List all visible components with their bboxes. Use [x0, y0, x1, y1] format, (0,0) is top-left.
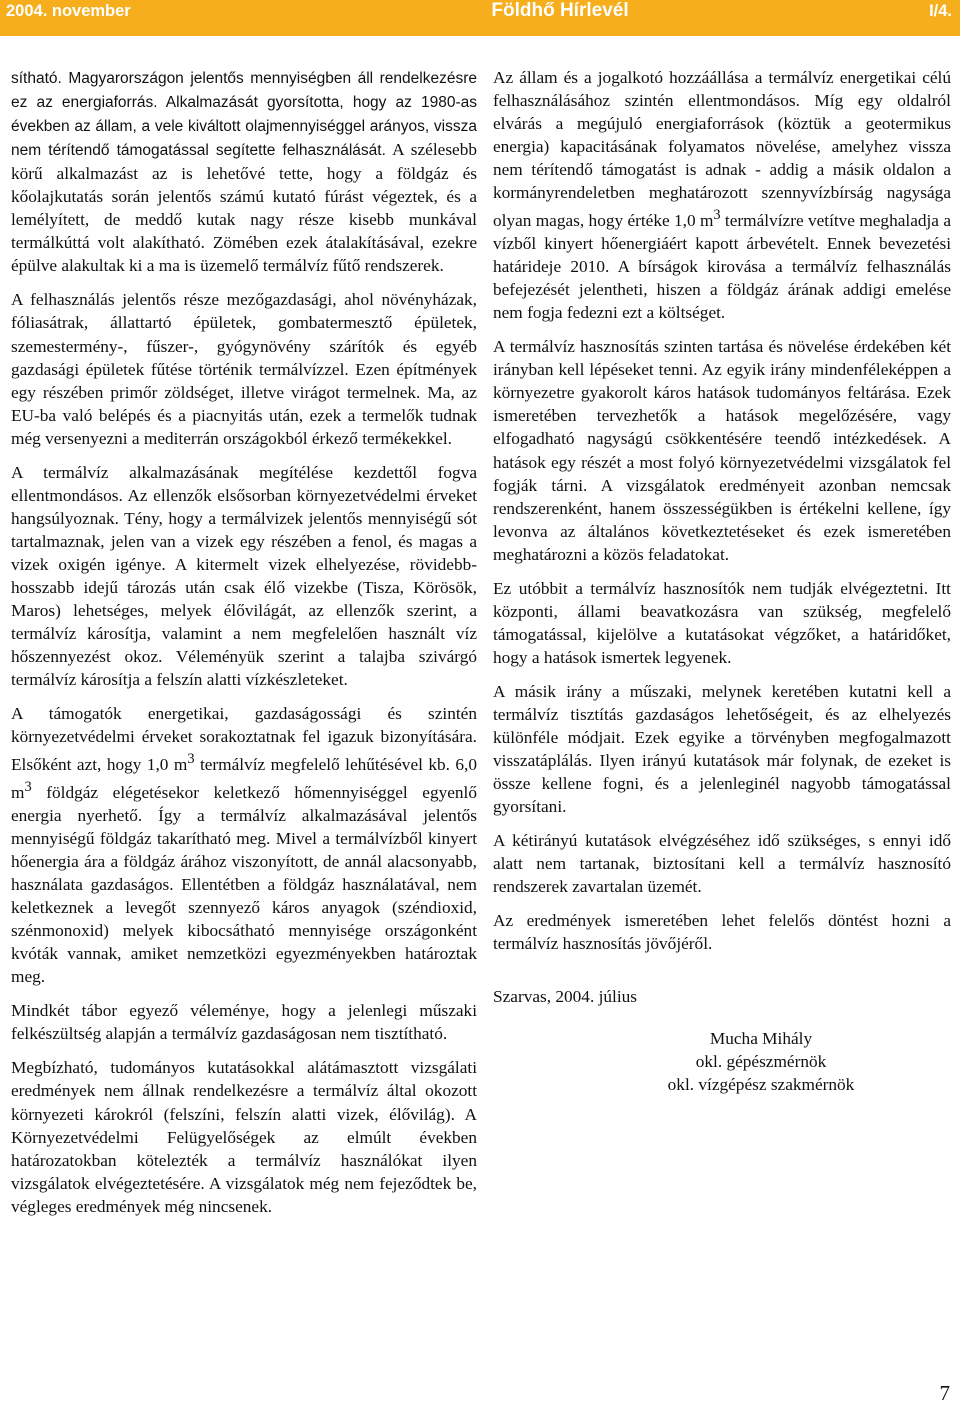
paragraph-text: termálvízre vetítve meghaladja a vízből kinyert hőenergiáért kapott árbevételt. Ennek bevezetési határideje 2010. A bírságok kirovása a termálvíz felhasználás befejezését jelentheti, hiszen a földgáz árának addigi emelése nem fogja fedezni ezt a költséget.: [493, 211, 951, 323]
paragraph: Az eredmények ismeretében lehet felelős döntést hozni a termálvíz hasznosítás jövőjéről.: [493, 911, 951, 954]
paragraph: A kétirányú kutatások elvégzéséhez idő szükséges, s ennyi idő alatt nem tartanak, biztosítani kell a termálvíz hasznosító rendszerek zavartalan üzemét.: [493, 831, 951, 897]
paragraph-text: földgáz elégetésekor keletkező hőmennyiséggel egyenlő energia nyerhető. Így a termálvíz alkalmazásával jelentős mennyiségű földgáz takarítható meg. Mivel a termálvízből kinyert hőenergia ára a földgáz árához viszonyított, de annál alacsonyabb, használata gazdaságos. Ellentétben a földgáz használatával, nem keletkeznek a levegőt szennyező káros anyagok (széndioxid, szénmonoxid) melyek kibocsátható mennyisége országonként kvóták vannak, amiket nemzetközi egyezményekben határoztak meg.: [11, 782, 477, 987]
issue-number: I/4.: [929, 2, 952, 20]
newsletter-title: Földhő Hírlevél: [491, 0, 629, 21]
issue-date: 2004. november: [6, 2, 131, 20]
paragraph: Ez utóbbit a termálvíz hasznosítók nem tudják elvégeztetni. Itt központi, állami beavatkozásra van szükség, megfelelő támogatással, kijelölve a kutatásokat végzőket, a határidőket, hogy a hatások ismertek legyenek.: [493, 578, 951, 667]
paragraph: [493, 66, 951, 324]
paragraph: Megbízható, tudományos kutatásokkal alátámasztott vizsgálati eredmények nem állnak rendelkezésre a termálvíz által okozott környezeti károkról (felszíni, felszín alatti vizek, élővilág). A Környezetvédelmi Felügyelőségek az elmúlt években határozatokban kötelezték a termálvíz használókat ilyen vizsgálatok elvégeztetésére. A vizsgálatok még nem fejeződtek be, végleges eredmények még nincsenek.: [11, 1058, 477, 1216]
page-number: 7: [939, 1381, 950, 1405]
signature-block: [493, 1027, 951, 1096]
paragraph-text: A támogatók energetikai, gazdaságossági és szintén környezetvédelmi érveket sorakoztatnak fel igazuk bizonyítására. Elsőként azt, hogy 1,0 m: [11, 704, 477, 775]
paragraph-text: Az állam és a jogalkotó hozzáállása a termálvíz energetikai célú felhasználásához szintén ellentmondásos. Míg egy oldalról elvárás a megújuló energiaforrások (köztük a geotermikus energia) kapacitásának folyamatos növelése, amelyhez vissza nem térítendő támogatást is adnak - addig a másik oldalon a kormányrendeletben meghatározott szennyvízbírság nagysága olyan magas, hogy értéke 1,0 m: [493, 68, 951, 231]
right-column: [493, 66, 951, 1096]
paragraph: A termálvíz hasznosítás szinten tartása és növelése érdekében két irányban kell lépéseket tenni. Az egyik irány mindenféleképpen a környezetre gyakorolt káros hatások tudományos feltárása. Ezek ismeretében tervezhetők a hatások megelőzésére, vagy elfogadható nagyságú csökkentésére teendő intézkedések. A hatások egy részét a most folyó környezetvédelmi vizsgálatok fel fogják tárni. A vizsgálatok eredményeit azonban nemcsak rendszerenként, hanem összességükben is értékelni kellene, így levonva az általános következtetéseket és ezek ismeretében meghatározni a közös feladatokat.: [493, 337, 951, 564]
paragraph: [11, 66, 477, 277]
paragraph: A termálvíz alkalmazásának megítélése kezdettől fogva ellentmondásos. Az ellenzők elsősorban környezetvédelmi érveket hangsúlyoznak. Tény, hogy a termálvizek jelentős mennyiségű sót tartalmaznak, jelen van a vizek egy részében a fenol, és magas a vizek oxigén igénye. A kitermelt vizek elhelyezése, rövidebb-hosszabb idejű tározás után csak élő vizekbe (Tisza, Körösök, Maros) lehetséges, melyek élővilágát, az ellenzők szerint, a termálvíz károsítja, valamint a nem megfelelően használt víz hőszennyezést okoz. Véleményük szerint a talajba szivárgó termálvíz károsítja a felszín alatti vízkészleteket.: [11, 462, 477, 690]
paragraph-lead: sítható. Magyarországon jelentős mennyiségben áll rendelkezésre ez az energiaforrás. Alkalmazását gyorsította, hogy az 1980-as években az állam, a vele kiváltott olajmennyiséggel arányos, vissza nem térítendő támogatással segítette felhasználását.: [11, 70, 477, 160]
paragraph-text: termálvíz megfelelő lehűtésével kb. 6,0 m: [11, 755, 477, 802]
superscript: 3: [24, 779, 32, 796]
superscript: 3: [713, 207, 721, 224]
place-date: Szarvas, 2004. július: [493, 987, 637, 1007]
header-bar: [0, 0, 960, 36]
left-column: [11, 66, 477, 1229]
superscript: 3: [187, 751, 195, 768]
paragraph: A felhasználás jelentős része mezőgazdasági, ahol növényházak, fóliasátrak, állattartó épületek, gombatermesztő épületek, szemestermény-, fűszer-, gyógynövény szárítók és egyéb gazdasági épületek fűtése történik termálvízzel. Ezen építmények egy részében primőr zöldséget, illetve virágot termelnek. Ma, az EU-ba való belépés és a piacnyitás után, ezek a termelők tudnak még versenyezni a mediterrán országokból érkező termékekkel.: [11, 290, 477, 448]
author-name: Mucha Mihály: [709, 1028, 813, 1048]
paragraph: Mindkét tábor egyező véleménye, hogy a jelenlegi műszaki felkészültség alapján a termálvíz gazdaságosan nem tisztítható.: [11, 1001, 477, 1044]
paragraph: [11, 702, 477, 988]
author-title: okl. gépészmérnök: [695, 1051, 827, 1071]
paragraph: A másik irány a műszaki, melynek keretében kutatni kell a termálvíz tisztítás gazdaságos lehetőségeit, és az elhelyezés különféle módjait. Ezek egyike a törvényben megfogalmazott visszatáplálás. Ilyen irányú kutatások már folynak, de ezeket is össze kellene fogni, és a jelenleginél nagyobb támogatással gyorsítani.: [493, 681, 951, 817]
author-title: okl. vízgépész szakmérnök: [667, 1074, 855, 1094]
paragraph-text: A szélesebb körű alkalmazást az is lehetővé tette, hogy a földgáz és kőolajkutatás során jelentős számú kutató fúrást végeztek, és a lemélyített, de meddő kutak nagy része kisebb munkával termálkúttá volt alakítható. Zömében ezek átalakításával, ezekre épülve alakultak ki a ma is üzemelő termálvíz fűtő rendszerek.: [11, 140, 477, 276]
